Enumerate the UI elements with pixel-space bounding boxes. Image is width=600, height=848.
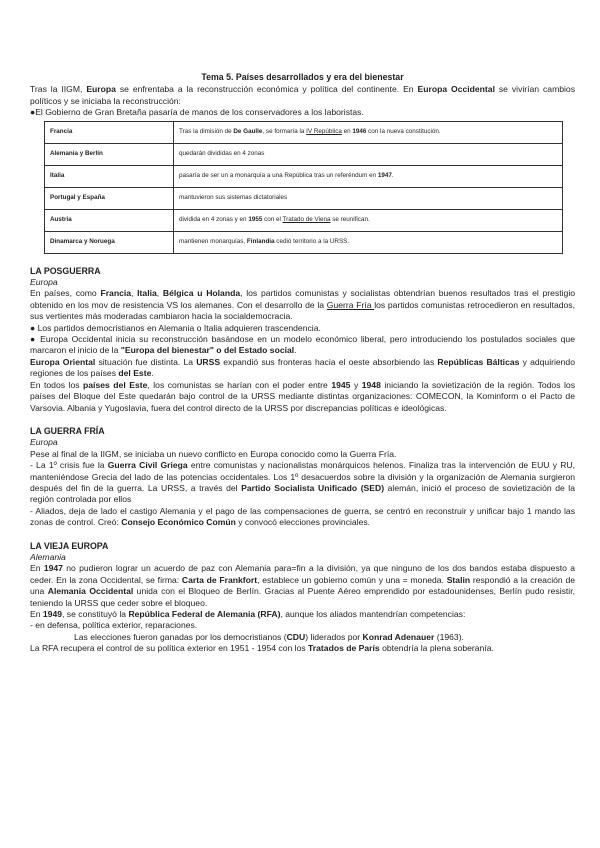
table-cell-country: Alemania y Berlín [45, 143, 174, 165]
table-row [45, 231, 563, 253]
section-heading-posguerra: LA POSGUERRA [30, 265, 101, 276]
dash-item: - en defensa, política exterior, reparaciones. [30, 620, 198, 631]
document-page [30, 72, 575, 655]
table-cell-country: Dinamarca y Noruega [45, 231, 174, 253]
paragraph: En 1949, se constituyó la República Federal de Alemania (RFA), aunque los aliados mantendrían competencias: [30, 609, 466, 619]
paragraph: La RFA recupera el control de su política exterior en 1951 - 1954 con los Tratados de París obtendría la plena soberanía. [30, 643, 494, 654]
paragraph: Pese al final de la IIGM, se iniciaba un nuevo conflicto en Europa conocido como la Guerra Fría. [30, 448, 397, 459]
paragraph: En 1947 no pudieron lograr un acuerdo de paz con Alemania para=fin a la división, ya que ninguno de los dos bandos estaba dispuesto a ceder. En la zona Occidental, se firma: Carta de Frankfort, establece un gobierno común y una = moneda. Stalin respondió a la creación de una Alemania Occidental unida con el Bloqueo de Berlín. Gracias al Puente Aéreo emprendido por estadounidenses, Berlín pudo resistir, teniendo la URSS que ceder sobre el bloqueo. [30, 563, 576, 608]
table-cell-description: mantuvieron sus sistemas dictatoriales [174, 187, 563, 209]
table-cell-description: Tras la dimisión de De Gaulle, se formaría la IV República en 1946 con la nueva constitución. [174, 121, 563, 143]
dash-item: - Aliados, deja de lado el castigo Alemania y el pago de las compensaciones de guerra, se centró en reconstruir y unificar bajo 1 mando las zonas de control. Creó: Consejo Económico Común y convocó elecciones provinciales. [30, 505, 575, 528]
section-subheading: Europa [30, 437, 58, 448]
table-row [45, 143, 563, 165]
paragraph: En países, como Francia, Italia, Bélgica u Holanda, los partidos comunistas y socialistas obtendrían buenos resultados tras el prestigio obtenido en los mov de resistencia VS los alemanes. Con el desarrollo de la Guerra Fría los partidos comunistas retrocedieron en resultados, sus vertientes más moderadas cambiaron hacia la socialdemocracia. [30, 288, 576, 322]
table-cell-description: dividida en 4 zonas y en 1955 con el Tratado de Viena se reunifican. [174, 209, 563, 231]
table-row [45, 121, 563, 143]
indented-paragraph: Las elecciones fueron ganadas por los democristianos (CDU) liderados por Konrad Adenauer (1963). [74, 631, 464, 642]
page-title: Tema 5. Países desarrollados y era del bienestar [201, 72, 404, 82]
countries-table [44, 121, 563, 254]
bullet-item: ● Europa Occidental inicia su reconstrucción basándose en un modelo económico liberal, pero introduciendo los postulados sociales que marcaron el inicio de la "Europa del bienestar" o del Estado social. [30, 334, 575, 356]
section-heading-guerra-fria: LA GUERRA FRÍA [30, 425, 105, 436]
table-cell-country: Portugal y España [45, 187, 174, 209]
section-subheading: Europa [30, 277, 58, 288]
table-cell-description: quedarán divididas en 4 zonas [174, 143, 563, 165]
bullet-item: ● Los partidos democristianos en Alemania o Italia adquieren trascendencia. [30, 322, 321, 333]
table-cell-country: Austria [45, 209, 174, 231]
section-heading-vieja-europa: LA VIEJA EUROPA [30, 540, 109, 551]
table-row [45, 209, 563, 231]
table-cell-description: mantienen monarquías, Finlandia cedió territorio a la URSS. [174, 231, 563, 253]
table-cell-country: Francia [45, 121, 174, 143]
intro-bullet: ●El Gobierno de Gran Bretaña pasaría de manos de los conservadores a los laboristas. [30, 107, 364, 118]
table-cell-country: Italia [45, 165, 174, 187]
paragraph: Europa Oriental situación fue distinta. La URSS expandió sus fronteras hacia el oeste absorbiendo las Repúblicas Bálticas y adquiriendo regiones de los países del Este. [30, 356, 575, 379]
intro-paragraph: Tras la IIGM, Europa se enfrentaba a la reconstrucción económica y política del continente. En Europa Occidental se vivirían cambios políticos y se iniciaba la reconstrucción: [30, 84, 576, 106]
dash-item: - La 1º crisis fue la Guerra Civil Griega entre comunistas y nacionalistas monárquicos helenos. Finaliza tras la intervención de EUU y RU, manteniéndose Grecia del lado de las potencias occidentales. Los 1º desacuerdos sobre la división y la organización de Alemania surgieron después del fin de la guerra. La URSS, a través del Partido Socialista Unificado (SED) alemán, inició el proceso de sovietización de la región controlada por ellos [30, 460, 575, 505]
table-row [45, 165, 563, 187]
table-cell-description: pasaría de ser un a monarquía a una República tras un referéndum en 1947. [174, 165, 563, 187]
paragraph: En todos los países del Este, los comunistas se harían con el poder entre 1945 y 1948 iniciando la sovietización de la región. Todos los países del Bloque del Este quedarán bajo control de la URSS mediante distintas organizaciones: COMECON, la Kominform o el Pacto de Varsovia. Albania y Yugoslavia, fuera del control directo de la URSS por discrepancias políticas e ideológicas. [30, 379, 575, 413]
table-row [45, 187, 563, 209]
section-subheading: Alemania [30, 551, 66, 562]
